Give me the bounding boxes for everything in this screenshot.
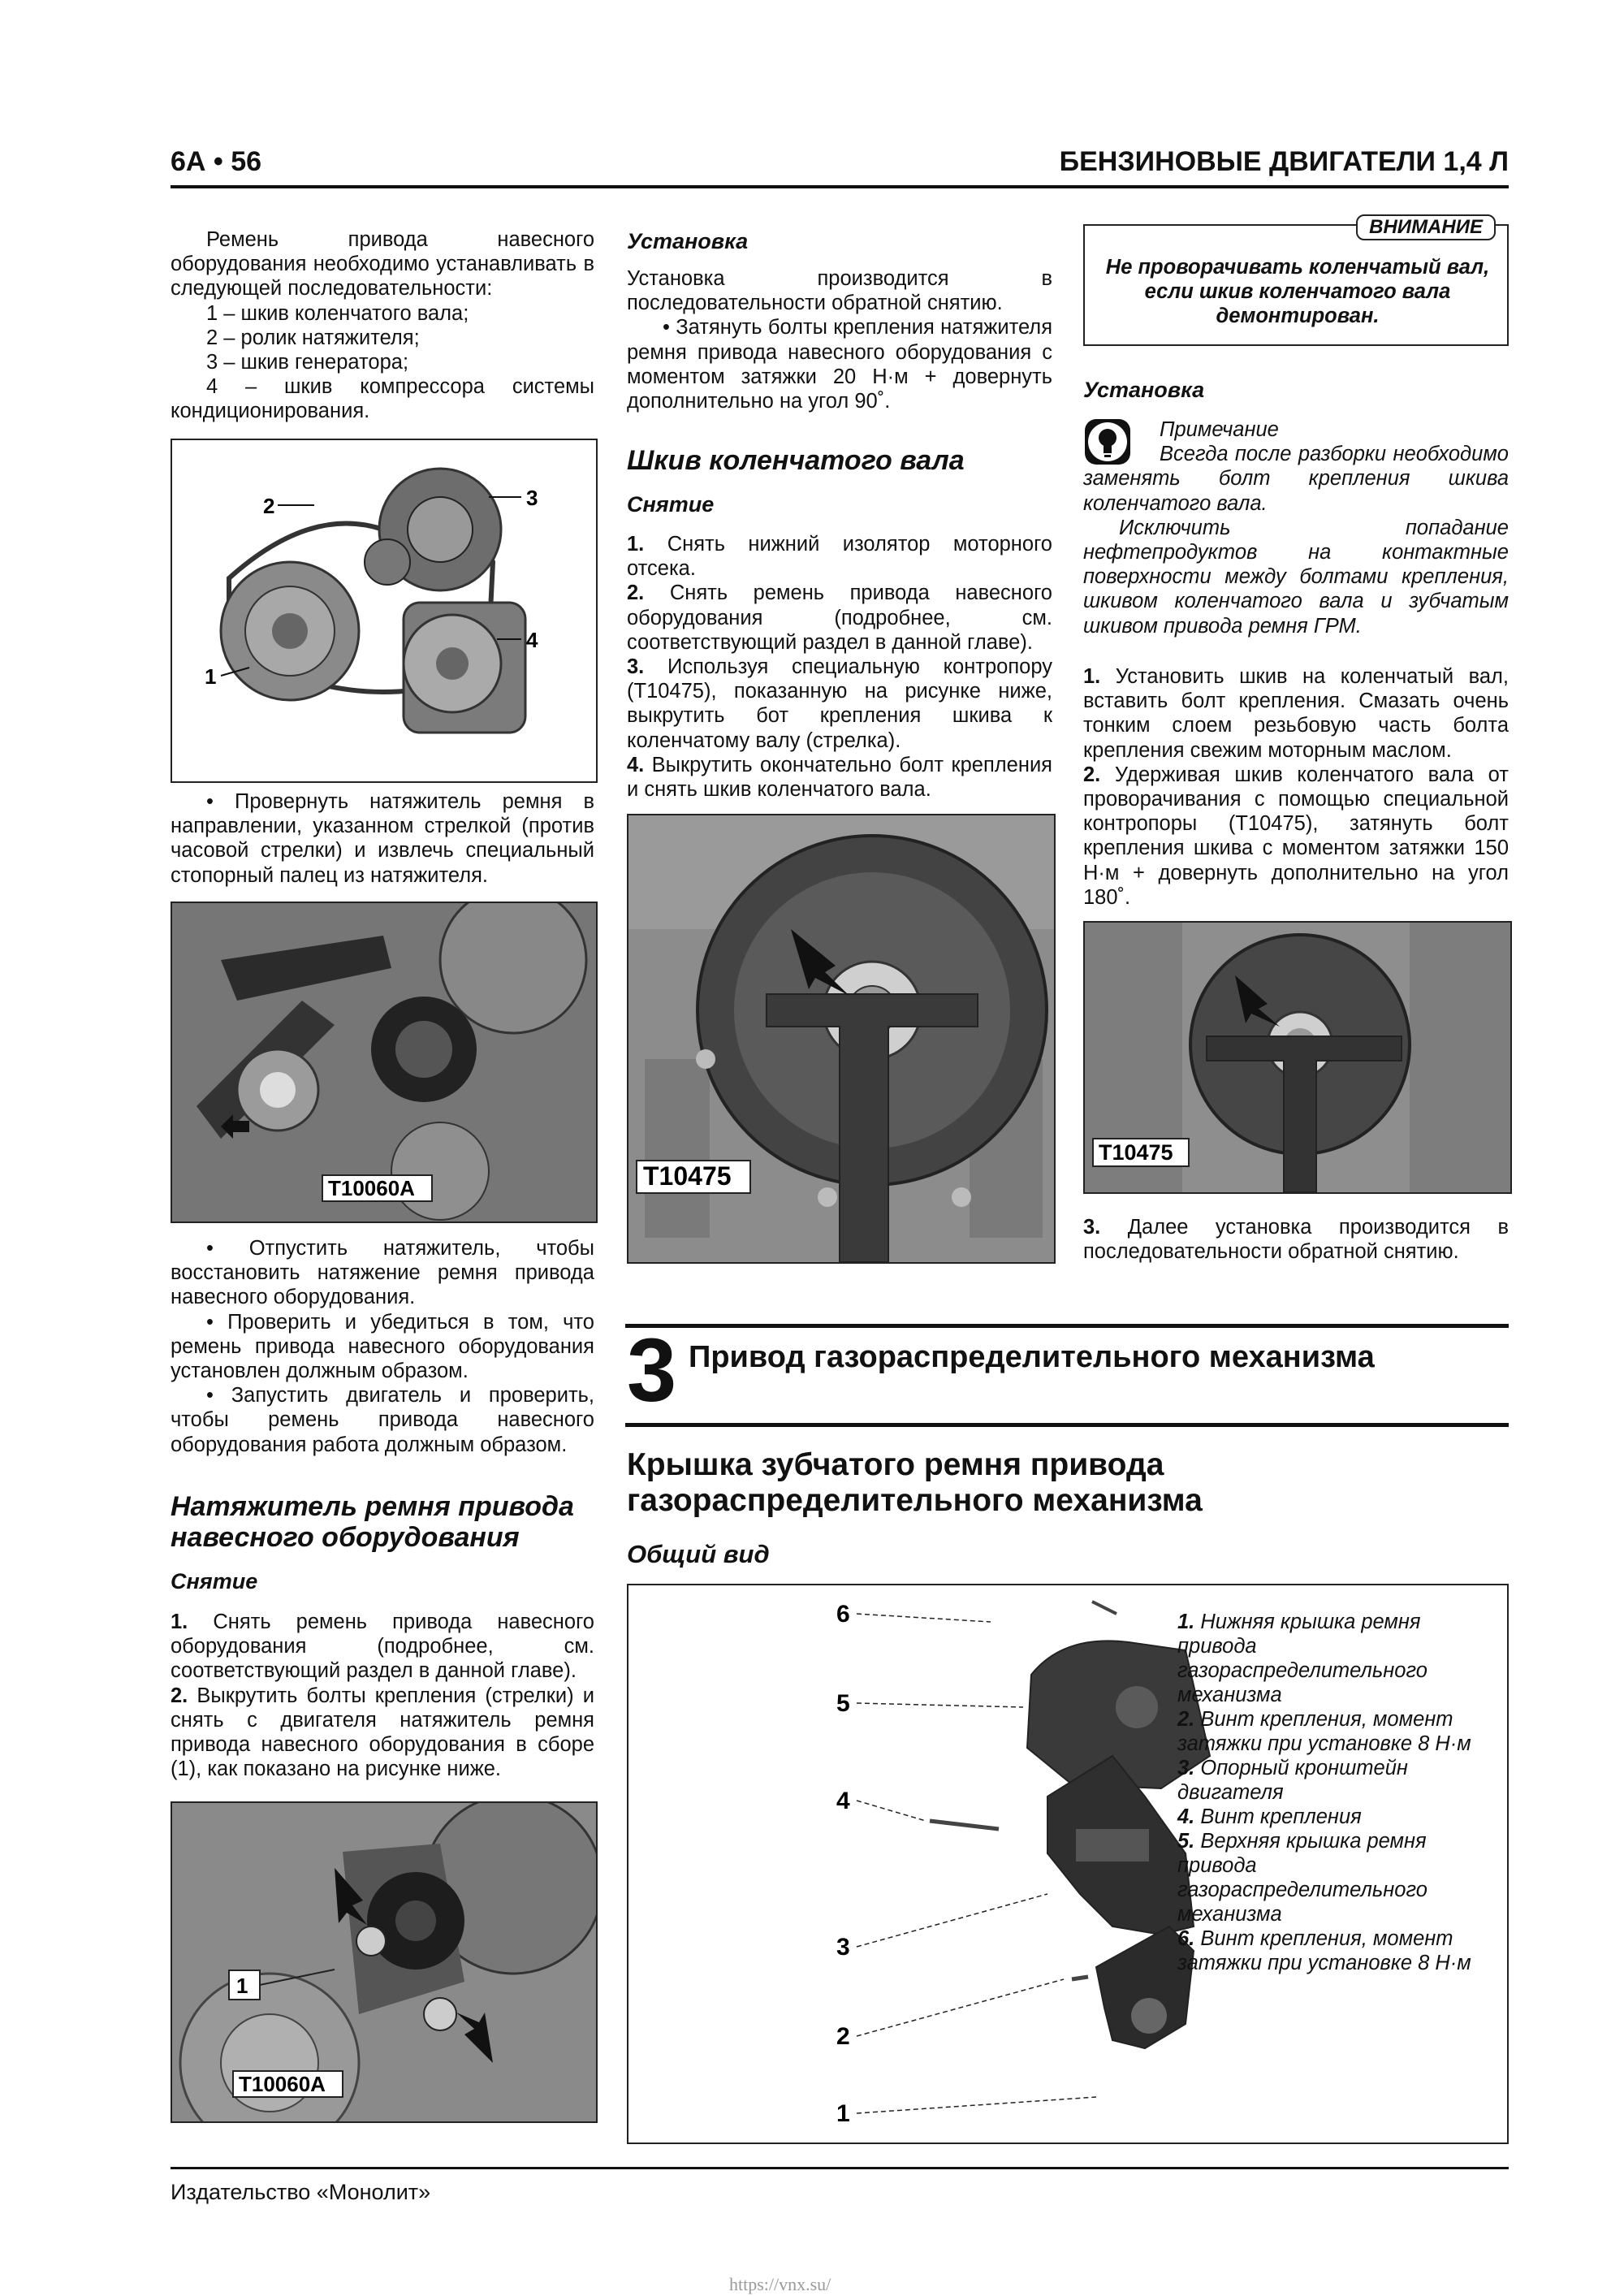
- page-number: 6А • 56: [171, 146, 262, 177]
- bullet-paragraph: • Затянуть болты крепления натяжителя ремня привода навесного оборудования с моментом затяжки 20 Н·м + довернуть дополнительно на угол 90˚.: [627, 316, 1052, 413]
- pulley-removal-steps: [627, 532, 1052, 802]
- note-text: Всегда после разборки необходимо заменять болт крепления шкива коленчатого вала.: [1083, 443, 1509, 515]
- step-text: Снять ремень привода навесного оборудования (подробнее, см. соответствующий раздел в данной главе).: [171, 1611, 594, 1683]
- figure-callout: 1: [836, 2100, 850, 2127]
- legend-text: Винт крепления, момент затяжки при установке 8 Н·м: [1177, 1708, 1471, 1755]
- step-text: Снять нижний изолятор моторного отсека.: [627, 533, 1052, 581]
- legend-number: 1.: [1177, 1611, 1195, 1633]
- tensioner-heading: Натяжитель ремня привода навесного оборудования: [171, 1491, 574, 1553]
- crankshaft-pulley-photo: [627, 814, 1056, 1264]
- tensioner-bolts-photo: [171, 1801, 598, 2123]
- legend-number: 6.: [1177, 1927, 1195, 1950]
- step-number: 1.: [1083, 665, 1101, 688]
- sequence-item: 3 – шкив генератора;: [206, 351, 409, 374]
- removal-subheading: Снятие: [627, 492, 715, 517]
- bullet-paragraph: • Провернуть натяжитель ремня в направлении, указанном стрелкой (против часовой стрелки) и извлечь специальный стопорный палец из натяжителя.: [171, 790, 594, 887]
- tool-label: T10060A: [239, 2072, 326, 2096]
- pulley-install-steps: [1083, 664, 1509, 910]
- tensioner-install-text: [627, 266, 1052, 413]
- tool-label: T10060A: [328, 1176, 415, 1200]
- figure-callout: 3: [526, 486, 538, 510]
- step-text: Далее установка производится в последовательности обратной снятию.: [1083, 1216, 1509, 1264]
- legend-number: 2.: [1177, 1708, 1195, 1731]
- figure-callout: 4: [526, 628, 538, 652]
- paragraph: Установка производится в последовательности обратной снятию.: [627, 267, 1052, 315]
- note-title: Примечание: [1160, 418, 1279, 441]
- subsection-title: Крышка зубчатого ремня привода газораспределительного механизма: [627, 1447, 1203, 1518]
- sequence-item: 1 – шкив коленчатого вала;: [206, 301, 469, 325]
- tool-label: T10475: [643, 1161, 732, 1191]
- legend-text: Верхняя крышка ремня привода газораспределительного механизма: [1177, 1830, 1427, 1926]
- section-title: Привод газораспределительного механизма: [689, 1340, 1375, 1374]
- figure-callout: 6: [836, 1601, 850, 1628]
- figure-callout: 1: [236, 1974, 248, 1998]
- warning-text: Не проворачивать коленчатый вал, если шкив коленчатого вала демонтирован.: [1105, 256, 1490, 327]
- crankshaft-pulley-install-photo: [1083, 921, 1512, 1194]
- pulley-install-final: [1083, 1215, 1509, 1264]
- legend-text: Винт крепления: [1200, 1805, 1362, 1828]
- step-text: Выкрутить болты крепления (стрелки) и снять с двигателя натяжитель ремня привода навесного оборудования в сборе (1), как показано на рисунке ниже.: [171, 1684, 594, 1781]
- source-url[interactable]: https://vnx.su/: [729, 2274, 831, 2294]
- step-text: Снять ремень привода навесного оборудования (подробнее, см. соответствующий раздел в данной главе).: [627, 582, 1052, 654]
- legend-text: Винт крепления, момент затяжки при установке 8 Н·м: [1177, 1927, 1471, 1974]
- timing-cover-exploded-view: [627, 1584, 1509, 2144]
- figure-callout: 5: [836, 1690, 850, 1717]
- tensioner-photo: [171, 902, 598, 1223]
- sequence-item: 2 – ролик натяжителя;: [206, 326, 420, 349]
- figure-callout: 4: [836, 1788, 850, 1814]
- step-text: Используя специальную контропору (T10475), показанную на рисунке ниже, выкрутить бот крепления шкива к коленчатому валу (стрелка).: [627, 655, 1052, 752]
- intro-paragraph: Ремень привода навесного оборудования необходимо устанавливать в следующей последовательности:: [171, 228, 594, 301]
- tensioner-check-text: [171, 1236, 594, 1457]
- step-number: 3.: [1083, 1216, 1101, 1239]
- warning-label: ВНИМАНИЕ: [1356, 214, 1496, 240]
- step-number: 4.: [627, 753, 645, 776]
- legend-number: 4.: [1177, 1805, 1195, 1828]
- step-number: 2.: [627, 582, 645, 605]
- note-text: Исключить попадание нефтепродуктов на контактные поверхности между болтами крепления, шкивом коленчатого вала и зубчатым шкивом привода ремня ГРМ.: [1083, 516, 1509, 638]
- bullet-paragraph: • Отпустить натяжитель, чтобы восстановить натяжение ремня привода навесного оборудования.: [171, 1237, 594, 1309]
- tensioner-rotate-text: [171, 789, 594, 888]
- belt-sequence-text: [171, 227, 594, 424]
- step-text: Установить шкив на коленчатый вал, вставить болт крепления. Смазать очень тонким слоем резьбовую часть болта крепления свежим моторным маслом.: [1083, 665, 1509, 762]
- step-number: 2.: [171, 1684, 188, 1707]
- figure-callout: 1: [205, 664, 217, 689]
- step-text: Выкрутить окончательно болт крепления и снять шкив коленчатого вала.: [627, 753, 1052, 802]
- sequence-item: 4 – шкив компрессора системы кондиционирования.: [171, 375, 594, 423]
- legend-number: 3.: [1177, 1757, 1195, 1779]
- removal-subheading: Снятие: [171, 1569, 258, 1593]
- legend: [1177, 1610, 1486, 1975]
- legend-text: Опорный кронштейн двигателя: [1177, 1757, 1408, 1804]
- legend-number: 5.: [1177, 1830, 1195, 1853]
- header-rule: [171, 185, 1509, 188]
- tensioner-removal-steps: [171, 1610, 594, 1781]
- step-number: 2.: [1083, 763, 1101, 786]
- step-number: 3.: [627, 655, 645, 679]
- bullet-paragraph: • Проверить и убедиться в том, что ремень привода навесного оборудования установлен должным образом.: [171, 1310, 594, 1383]
- install-subheading: Установка: [1083, 378, 1205, 402]
- step-text: Удерживая шкив коленчатого вала от проворачивания с помощью специальной контропоры (T10475), затянуть болт крепления шкива с моментом затяжки 150 Н·м + довернуть дополнительно на угол 180˚.: [1083, 763, 1509, 909]
- bullet-paragraph: • Запустить двигатель и проверить, чтобы ремень привода навесного оборудования работа должным образом.: [171, 1384, 594, 1456]
- figure-callout: 2: [263, 494, 275, 518]
- section-rule-top: [625, 1324, 1509, 1328]
- section-number: 3: [627, 1321, 677, 1420]
- legend-text: Нижняя крышка ремня привода газораспределительного механизма: [1177, 1611, 1427, 1706]
- figure-callout: 3: [836, 1934, 850, 1961]
- step-number: 1.: [171, 1611, 188, 1633]
- note-block: [1083, 417, 1509, 638]
- install-subheading: Установка: [627, 229, 749, 253]
- overview-heading: Общий вид: [627, 1540, 770, 1568]
- figure-callout: 2: [836, 2023, 850, 2050]
- running-title: БЕНЗИНОВЫЕ ДВИГАТЕЛИ 1,4 Л: [1059, 146, 1509, 177]
- step-number: 1.: [627, 533, 645, 556]
- publisher: Издательство «Монолит»: [171, 2180, 431, 2204]
- tool-label: T10475: [1099, 1140, 1173, 1165]
- belt-routing-figure: [171, 439, 598, 783]
- warning-box: [1083, 216, 1509, 346]
- section-rule-bottom: [625, 1423, 1509, 1427]
- crankshaft-pulley-heading: Шкив коленчатого вала: [627, 445, 965, 476]
- footer-rule: [171, 2167, 1509, 2169]
